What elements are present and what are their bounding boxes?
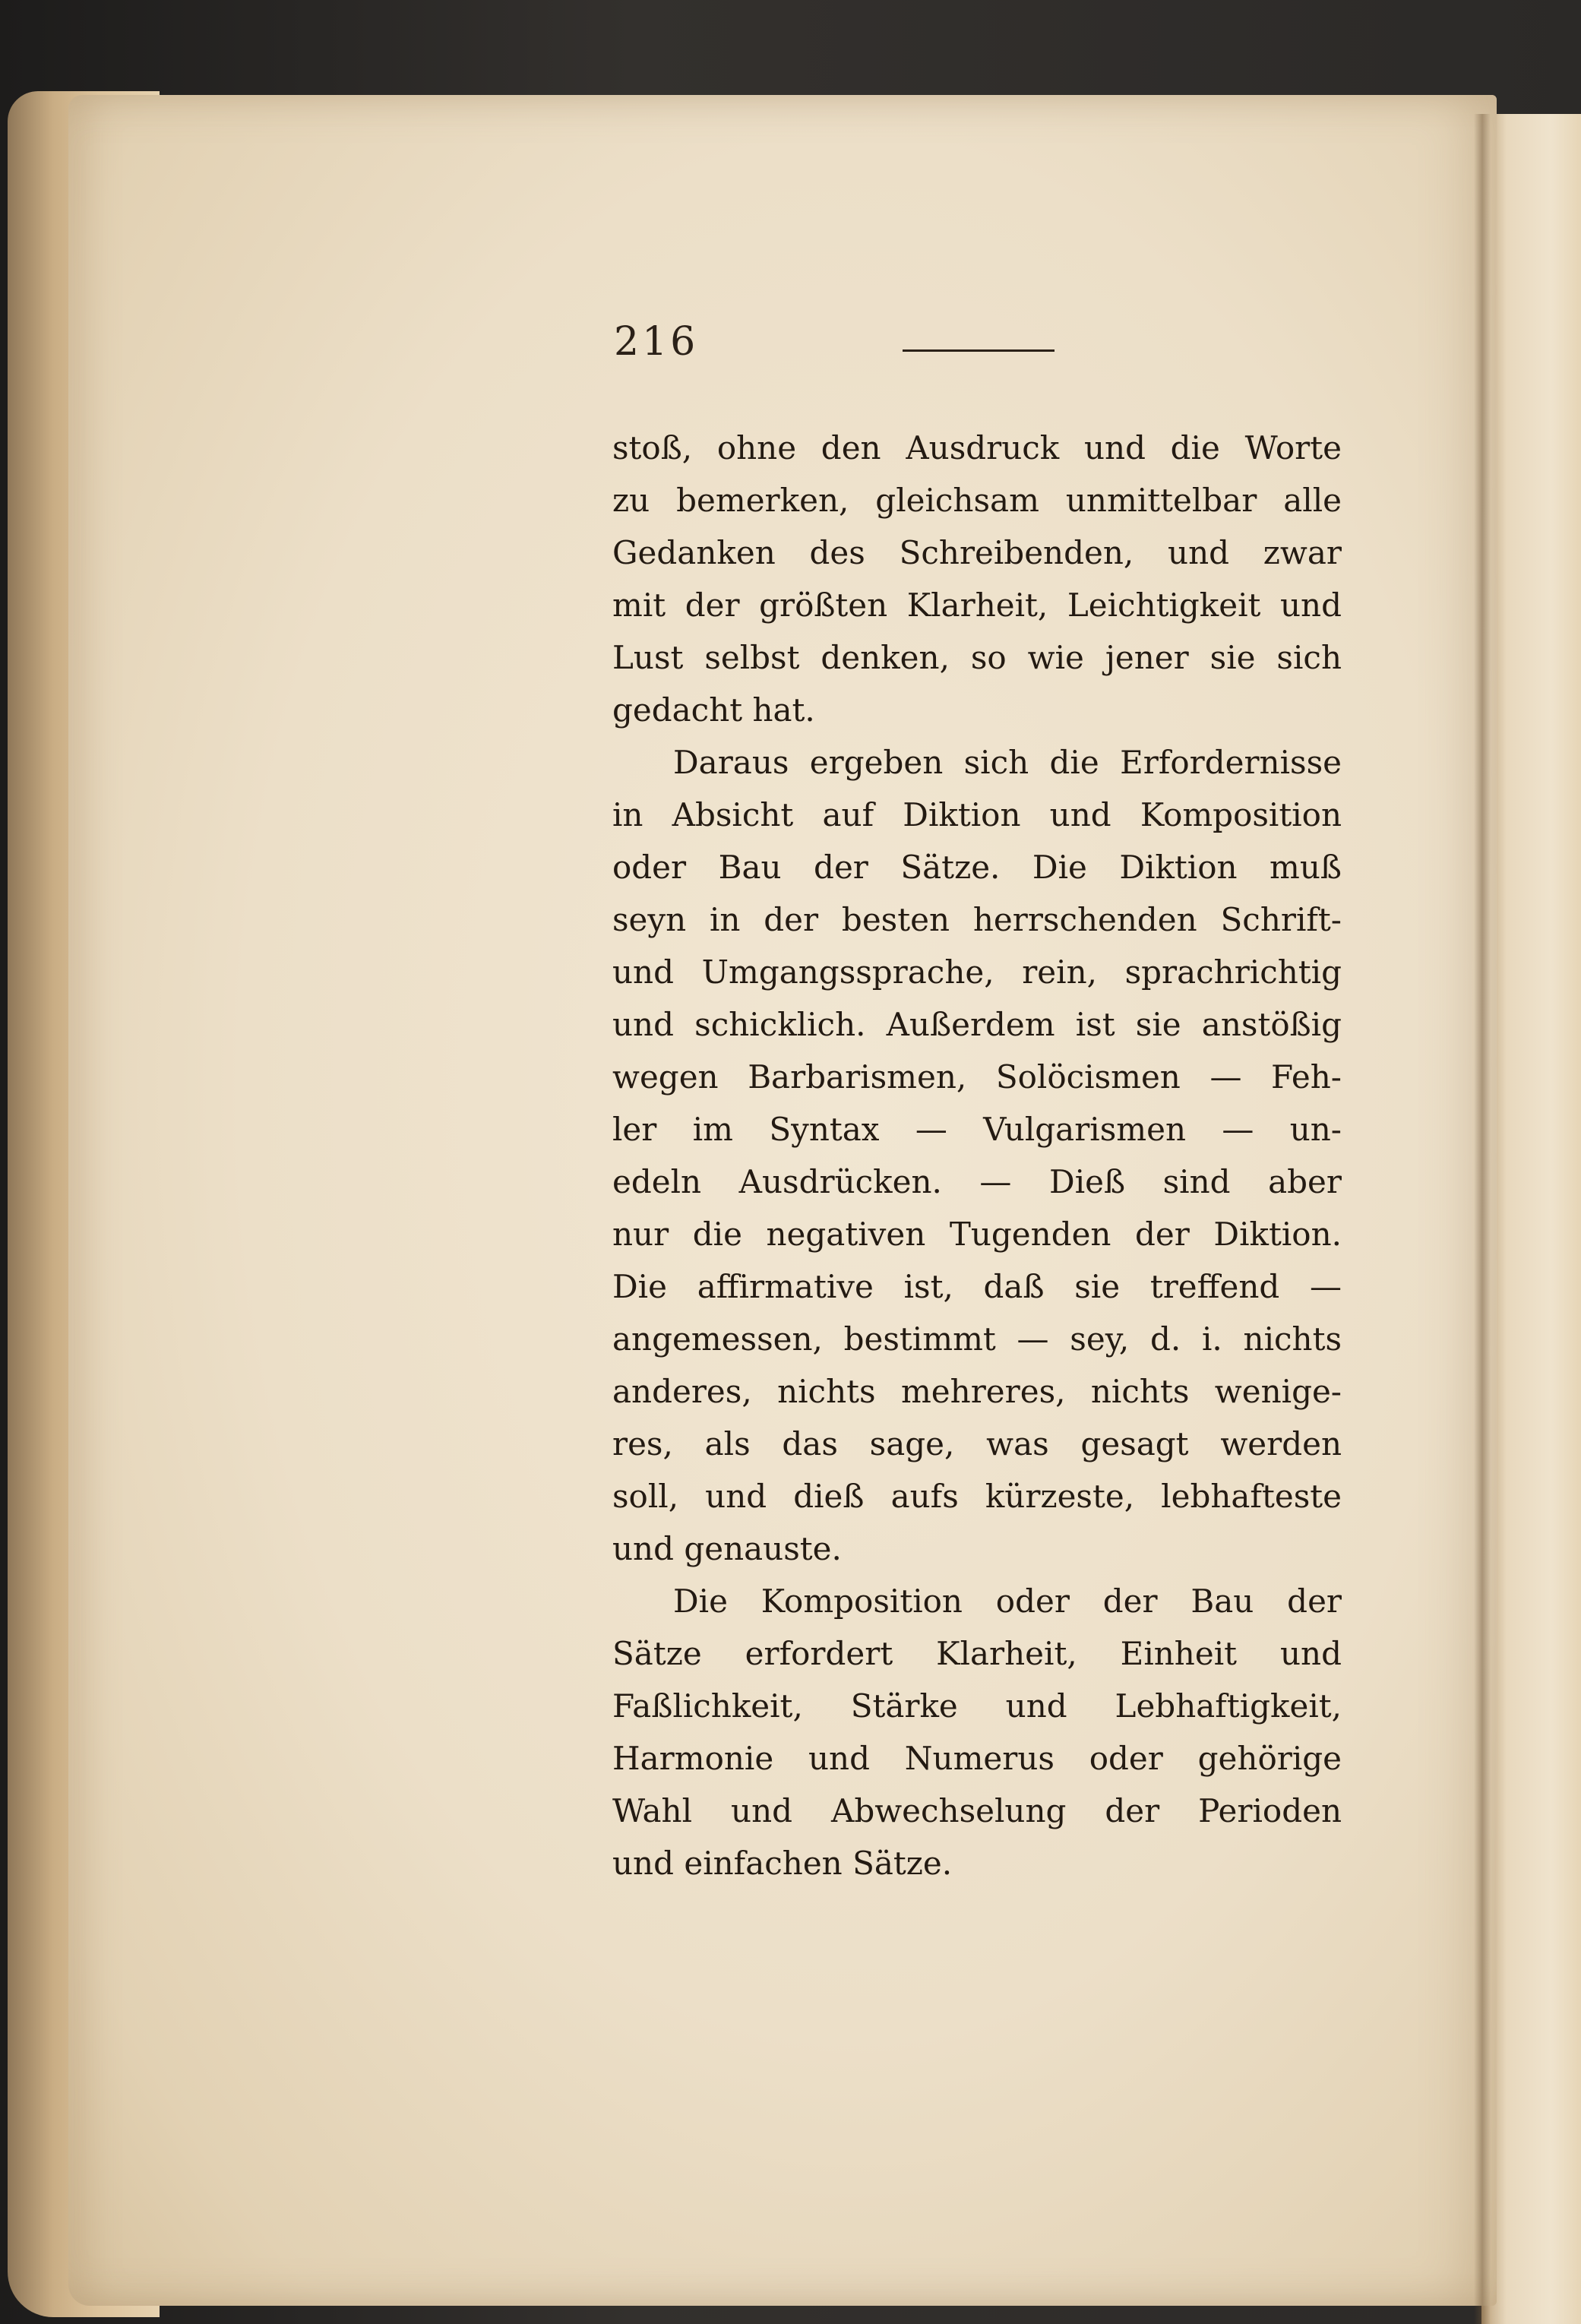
text-line: edeln Ausdrücken. — Dieß sind aber xyxy=(612,1163,1342,1200)
text-line: Harmonie und Numerus oder gehörige xyxy=(612,1740,1342,1777)
header-rule xyxy=(903,349,1055,352)
text-line: Faßlichkeit, Stärke und Lebhaftigkeit, xyxy=(612,1687,1342,1725)
page-number: 216 xyxy=(614,319,699,365)
body-text xyxy=(612,422,1342,1889)
page-header xyxy=(614,319,1374,380)
text-line: Daraus ergeben sich die Erfordernisse xyxy=(673,744,1342,781)
text-line: Wahl und Abwechselung der Perioden xyxy=(612,1792,1342,1829)
text-line: ler im Syntax — Vulgarismen — un- xyxy=(612,1111,1342,1148)
text-line: gedacht hat. xyxy=(612,691,815,729)
text-line: Gedanken des Schreibenden, und zwar xyxy=(612,534,1342,571)
text-line: seyn in der besten herrschenden Schrift- xyxy=(612,901,1342,938)
text-line: Lust selbst denken, so wie jener sie sich xyxy=(612,639,1342,676)
text-line: anderes, nichts mehreres, nichts wenige- xyxy=(612,1373,1342,1410)
text-line: und einfachen Sätze. xyxy=(612,1845,953,1882)
text-line: zu bemerken, gleichsam unmittelbar alle xyxy=(612,482,1342,519)
text-line: wegen Barbarismen, Solöcismen — Feh- xyxy=(612,1058,1342,1096)
text-line: und Umgangssprache, rein, sprachrichtig xyxy=(612,953,1342,991)
text-line: nur die negativen Tugenden der Diktion. xyxy=(612,1216,1342,1253)
text-line: angemessen, bestimmt — sey, d. i. nichts xyxy=(612,1320,1342,1358)
text-line: Die Komposition oder der Bau der xyxy=(673,1583,1342,1620)
text-line: Sätze erfordert Klarheit, Einheit und xyxy=(612,1635,1342,1672)
text-line: res, als das sage, was gesagt werden xyxy=(612,1425,1342,1462)
text-line: und genauste. xyxy=(612,1530,842,1567)
text-line: in Absicht auf Diktion und Komposition xyxy=(612,796,1342,833)
text-line: soll, und dieß aufs kürzeste, lebhafteste xyxy=(612,1478,1342,1515)
book-gutter xyxy=(1474,114,1491,2324)
text-line: oder Bau der Sätze. Die Diktion muß xyxy=(612,849,1342,886)
text-line: Die affirmative ist, daß sie treffend — xyxy=(612,1268,1342,1305)
text-line: mit der größten Klarheit, Leichtigkeit und xyxy=(612,587,1342,624)
text-line: und schicklich. Außerdem ist sie anstößig xyxy=(612,1006,1342,1043)
text-line: stoß, ohne den Ausdruck und die Worte xyxy=(612,429,1342,466)
